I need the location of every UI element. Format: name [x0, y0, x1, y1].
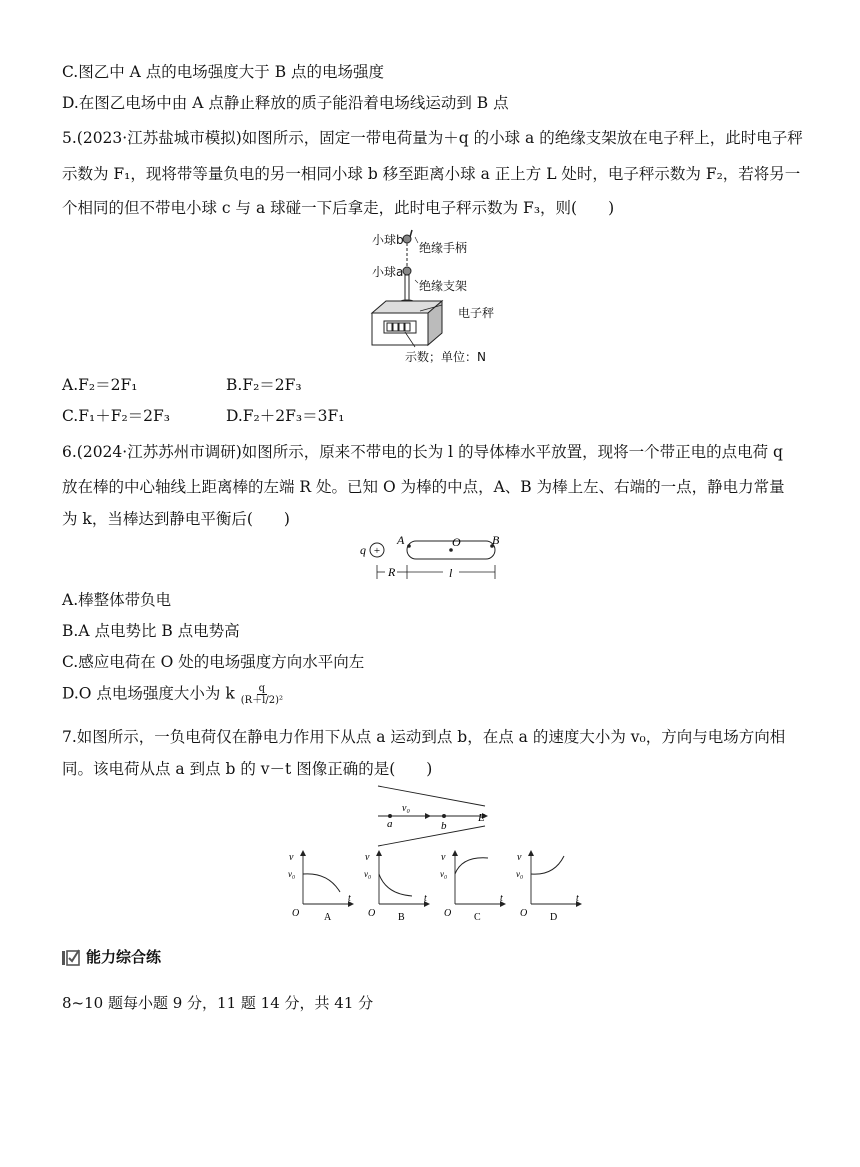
graph-a [288, 850, 354, 923]
point-b-label: B [492, 535, 500, 547]
q6-stem-line2: 放在棒的中心轴线上距离棒的左端 R 处。已知 O 为棒的中点，A、B 为棒上左、右端的一点，静电力常量 [62, 478, 785, 496]
q5-stem-line2: 示数为 F₁，现将带等量负电的另一相同小球 b 移至距离小球 a 正上方 L 处时，电子秤示数为 F₂，若将另一 [62, 165, 801, 183]
q6-option-d [62, 683, 283, 706]
axis-v0-label: v₀ [440, 869, 448, 879]
graph-c-label: C [474, 912, 481, 923]
origin-label: O [520, 908, 528, 919]
q5-stem-line1: 5.(2023·江苏盐城市模拟)如图所示，固定一带电荷量为＋q 的小球 a 的绝缘支架放在电子秤上，此时电子秤 [62, 129, 803, 147]
q7-stem-line1: 7.如图所示，一负电荷仅在静电力作用下从点 a 运动到点 b，在点 a 的速度大小为 v₀，方向与电场方向相 [62, 728, 786, 746]
label-insulated-support: 绝缘支架 [419, 279, 468, 293]
fraction-denominator: (R＋l/2)² [240, 695, 283, 706]
v0-label: v₀ [402, 803, 410, 814]
axis-v-label: v [441, 852, 446, 863]
q4-option-c: C.图乙中 A 点的电场强度大于 B 点的电场强度 [62, 63, 385, 81]
q5-option-c: C.F₁＋F₂＝2F₃ [62, 407, 171, 425]
axis-v-label: v [289, 852, 294, 863]
q5-option-a: A.F₂＝2F₁ [62, 376, 138, 394]
point-a-label: a [387, 818, 393, 830]
axis-v0-label: v₀ [364, 869, 372, 879]
axis-v0-label: v₀ [288, 869, 296, 879]
label-insulated-handle: 绝缘手柄 [419, 241, 468, 255]
axis-v-label: v [365, 852, 370, 863]
graph-d [516, 850, 582, 923]
fraction-numerator: q [258, 683, 266, 694]
origin-label: O [368, 908, 376, 919]
point-b-label: b [441, 820, 447, 832]
q6-stem-line3: 为 k，当棒达到静电平衡后( ) [62, 510, 290, 528]
axis-t-label: t [424, 893, 427, 904]
label-ball-b: 小球b [372, 233, 404, 247]
q6-option-b: B.A 点电势比 B 点电势高 [62, 622, 240, 640]
distance-r-label: R [388, 565, 396, 579]
q6-option-d-fraction [241, 683, 283, 706]
axis-t-label: t [500, 893, 503, 904]
q4-option-d: D.在图乙电场中由 A 点静止释放的质子能沿着电场线运动到 B 点 [62, 94, 509, 112]
section-heading [62, 946, 161, 967]
graph-b [364, 850, 430, 923]
charge-q-label: q [360, 543, 366, 557]
origin-label: O [444, 908, 452, 919]
q5-stem-line3: 个相同的但不带电小球 c 与 a 球碰一下后拿走，此时电子秤示数为 F₃，则( ) [62, 199, 615, 217]
axis-t-label: t [576, 893, 579, 904]
q7-vt-graphs [280, 850, 590, 925]
q5-option-d: D.F₂＋2F₃＝3F₁ [226, 407, 345, 425]
axis-v0-label: v₀ [516, 869, 524, 879]
graph-d-label: D [550, 912, 558, 923]
ball-a-icon [403, 267, 411, 275]
q7-stem-line2: 同。该电荷从点 a 到点 b 的 v－t 图像正确的是( ) [62, 760, 433, 778]
point-o-label: O [452, 535, 461, 549]
q5-option-b: B.F₂＝2F₃ [226, 376, 302, 394]
field-e-label: E [478, 812, 485, 824]
axis-t-label: t [348, 893, 351, 904]
section-title: 能力综合练 [86, 948, 162, 966]
charge-plus-sign: + [373, 545, 381, 557]
q6-option-c: C.感应电荷在 O 处的电场强度方向水平向左 [62, 653, 365, 671]
label-reading-unit: 示数；单位：N [405, 350, 486, 364]
q6-option-d-text: D.O 点电场强度大小为 k [62, 684, 235, 703]
graph-c [440, 850, 506, 923]
score-info: 8~10 题每小题 9 分，11 题 14 分，共 41 分 [62, 994, 374, 1012]
point-a-label: A [397, 535, 405, 547]
q7-field-lines-figure [370, 780, 495, 850]
axis-v-label: v [517, 852, 522, 863]
q6-option-a: A.棒整体带负电 [62, 591, 172, 609]
graph-b-label: B [398, 912, 405, 923]
checkbox-check-icon [62, 948, 80, 966]
origin-label: O [292, 908, 300, 919]
length-l-label: l [449, 566, 453, 580]
label-electronic-scale: 电子秤 [458, 306, 495, 320]
graph-a-label: A [324, 912, 332, 923]
q6-stem-line1: 6.(2024·江苏苏州市调研)如图所示，原来不带电的长为 l 的导体棒水平放置，现将一个带正电的点电荷 q [62, 443, 783, 461]
label-ball-a: 小球a [372, 265, 404, 279]
q6-conductor-rod-figure [355, 535, 510, 583]
ball-b-icon [403, 235, 411, 243]
